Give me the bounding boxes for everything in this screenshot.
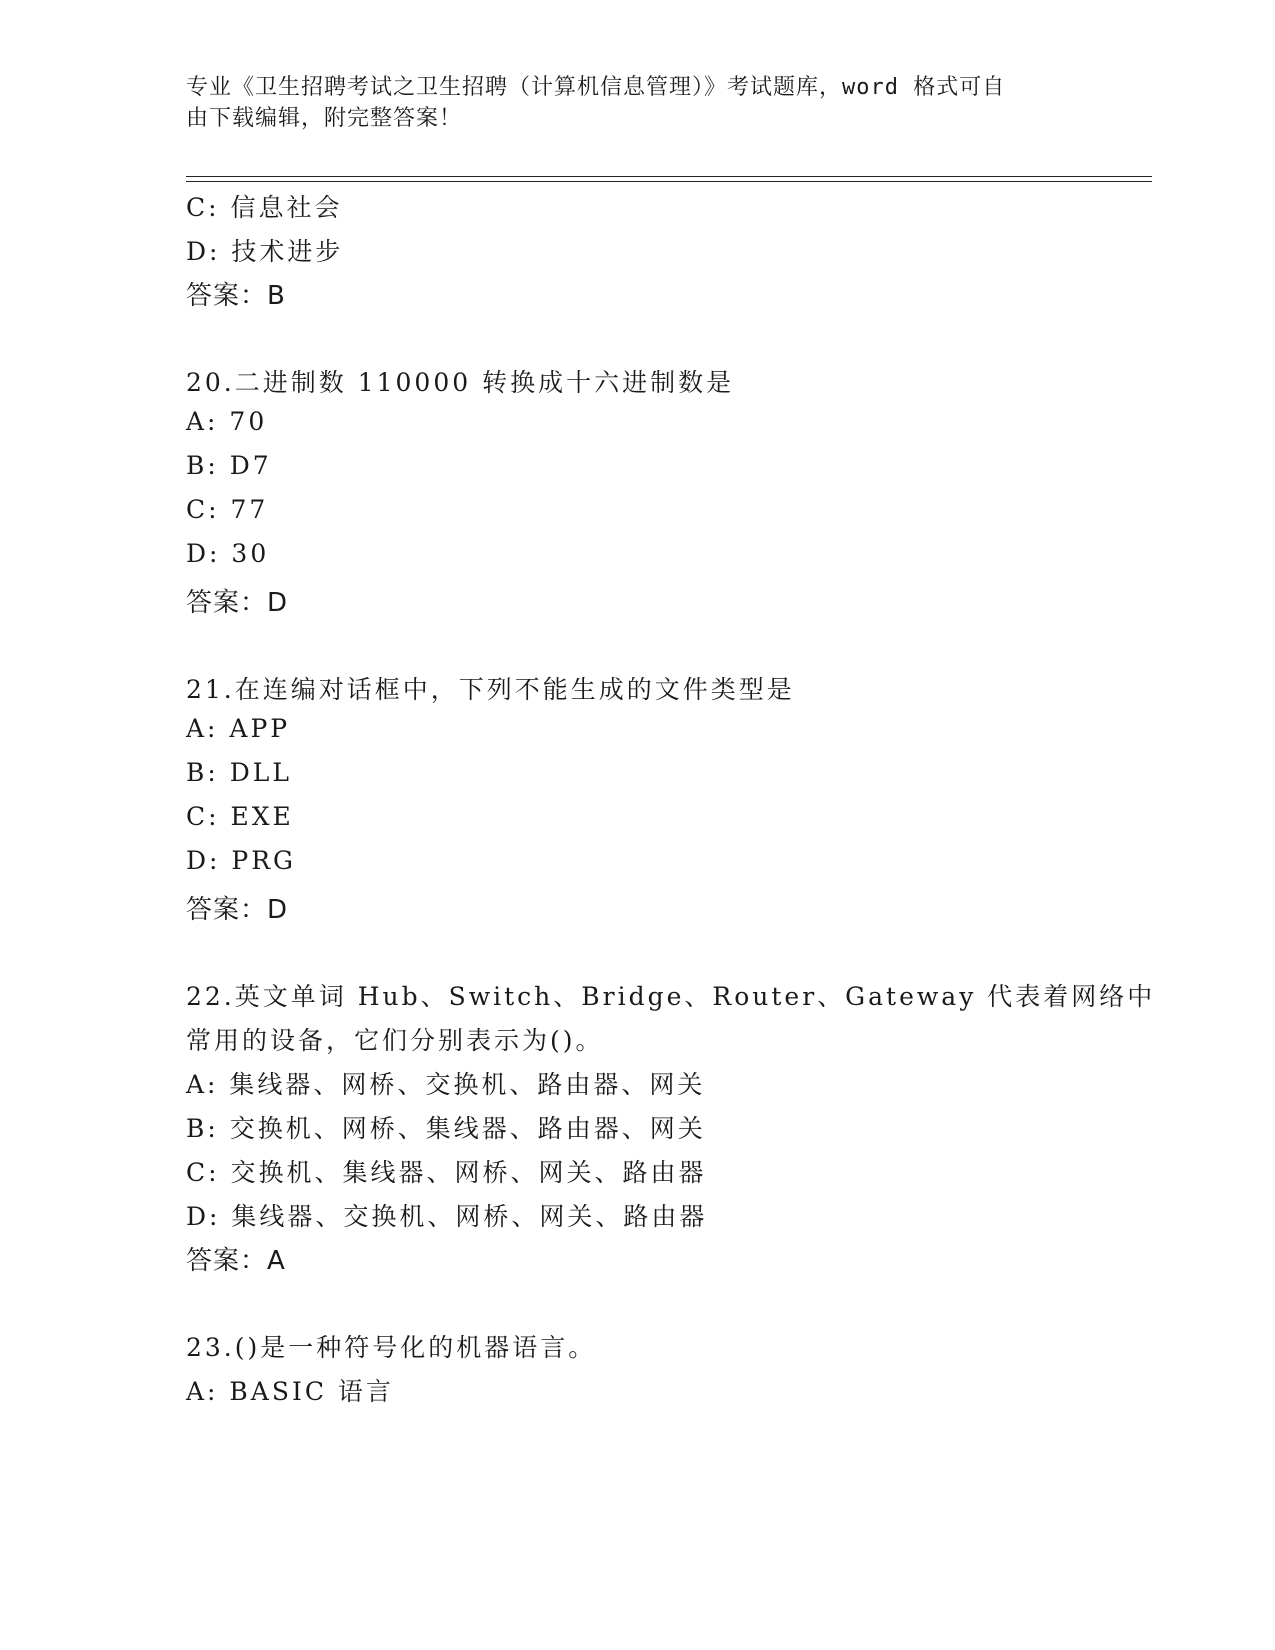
option-c: C: 77 xyxy=(186,495,269,524)
option-a: A: 70 xyxy=(186,407,268,436)
option-a: A: BASIC 语言 xyxy=(186,1377,394,1406)
option-c: C: 交换机、集线器、网桥、网关、路由器 xyxy=(186,1158,707,1187)
option-a: A: 集线器、网桥、交换机、路由器、网关 xyxy=(186,1070,706,1099)
option-c: C: 信息社会 xyxy=(186,193,343,222)
question-stem: 22.英文单词 Hub、Switch、Bridge、Router、Gateway 代表着网络中 xyxy=(186,982,1156,1011)
header-rule-top xyxy=(186,176,1152,177)
answer: 答案：A xyxy=(186,1246,286,1276)
answer: 答案：D xyxy=(186,588,289,618)
option-b: B: 交换机、网桥、集线器、路由器、网关 xyxy=(186,1114,706,1143)
header-line-2: 由下载编辑，附完整答案！ xyxy=(186,106,463,131)
question-stem: 20.二进制数 110000 转换成十六进制数是 xyxy=(186,368,735,397)
document-header xyxy=(186,72,1066,134)
option-b: B: DLL xyxy=(186,758,292,787)
question-stem: 21.在连编对话框中，下列不能生成的文件类型是 xyxy=(186,675,795,704)
answer: 答案：B xyxy=(186,281,286,311)
option-d: D: 技术进步 xyxy=(186,237,344,266)
header-rule-bottom xyxy=(186,181,1152,182)
answer: 答案：D xyxy=(186,895,289,925)
option-d: D: PRG xyxy=(186,846,297,875)
question-stem: 23.()是一种符号化的机器语言。 xyxy=(186,1333,597,1362)
option-d: D: 集线器、交换机、网桥、网关、路由器 xyxy=(186,1202,708,1231)
option-c: C: EXE xyxy=(186,802,294,831)
header-line-1: 专业《卫生招聘考试之卫生招聘（计算机信息管理）》考试题库，word 格式可自 xyxy=(186,75,1006,100)
option-d: D: 30 xyxy=(186,539,270,568)
option-a: A: APP xyxy=(186,714,291,743)
question-stem-continued: 常用的设备，它们分别表示为()。 xyxy=(186,1026,604,1055)
option-b: B: D7 xyxy=(186,451,272,480)
